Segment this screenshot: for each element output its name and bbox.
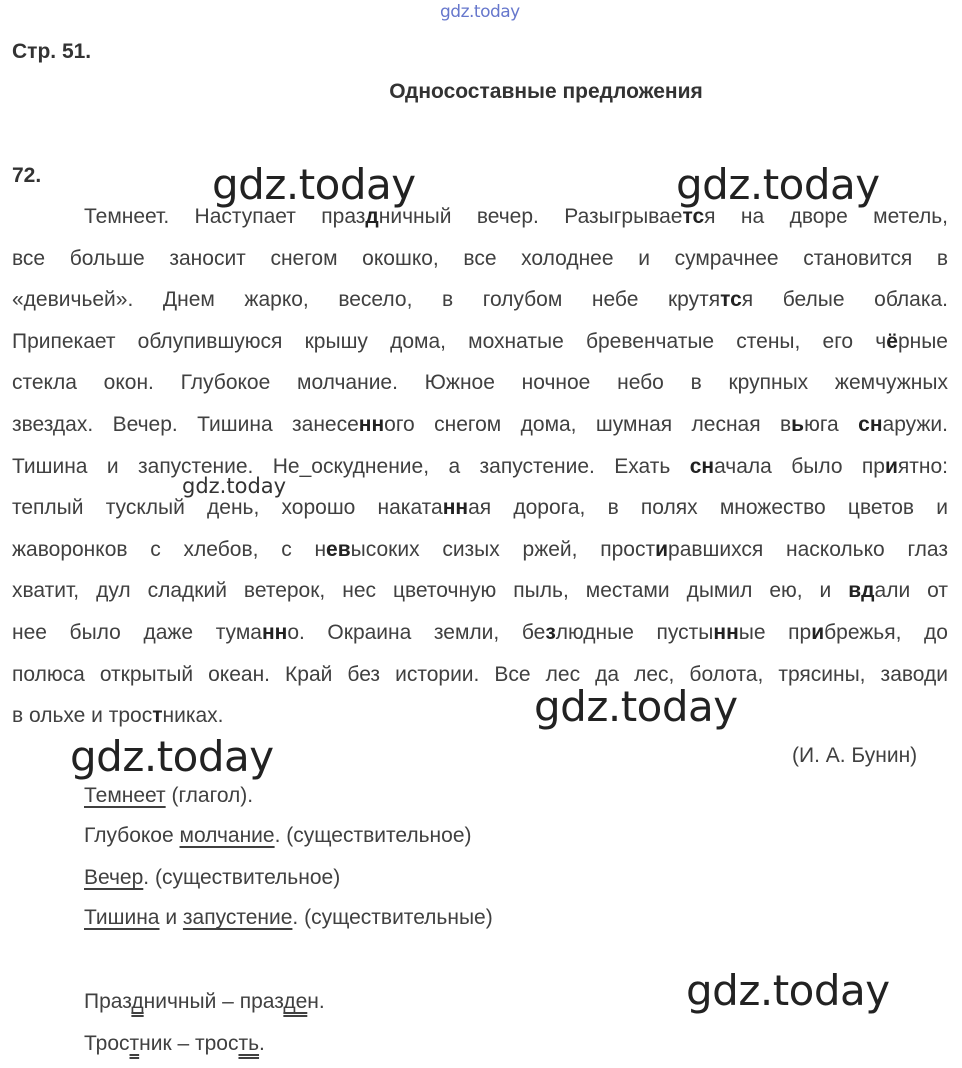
check-2-a: Трос bbox=[84, 1032, 130, 1055]
text-segment: ничный вечер. Разыгрывае bbox=[378, 205, 683, 228]
text-segment: полюса открытый океан. Край без истории. Все лес да лес, болота, трясины, заводи bbox=[12, 662, 948, 686]
watermark: gdz.today bbox=[212, 160, 416, 209]
highlighted-letters: и bbox=[884, 454, 898, 478]
text-segment: рные bbox=[897, 329, 948, 353]
highlighted-letters: з bbox=[545, 620, 556, 644]
text-line bbox=[12, 404, 948, 446]
highlighted-letters: т bbox=[152, 704, 163, 728]
highlighted-letters: сн bbox=[689, 454, 715, 478]
answer-line-4 bbox=[84, 906, 493, 930]
check-2-e: . bbox=[259, 1032, 265, 1055]
answer-4-word-1: Тишина bbox=[84, 906, 160, 929]
highlighted-letters: нн bbox=[261, 620, 288, 644]
check-1-e: н. bbox=[307, 990, 325, 1013]
text-segment: Темнеет. Наступает праз bbox=[84, 205, 366, 228]
text-segment: Тишина и запустение. Не_оскуднение, а запустение. Ехать bbox=[12, 454, 690, 478]
watermark: gdz.today bbox=[534, 682, 738, 731]
watermark-small: gdz.today bbox=[182, 474, 287, 498]
text-segment: звездах. Вечер. Тишина занесе bbox=[12, 412, 359, 436]
page-label: Стр. 51. bbox=[12, 40, 92, 63]
text-segment: я белые облака. bbox=[741, 288, 948, 312]
text-segment: я, до bbox=[884, 620, 948, 644]
check-2-letter: т bbox=[129, 1032, 140, 1055]
text-line bbox=[12, 238, 948, 280]
answer-1-note: (глагол). bbox=[165, 784, 254, 807]
text-line bbox=[12, 321, 948, 363]
highlighted-letters: нн bbox=[358, 412, 385, 436]
text-segment: все больше заносит снегом окошко, все холоднее и сумрачнее становится в bbox=[12, 246, 948, 270]
check-1-c: ничный – праз bbox=[143, 990, 284, 1013]
text-segment: о. Окраина земли, бе bbox=[287, 620, 546, 644]
text-segment: я на дворе метель, bbox=[704, 205, 948, 228]
answer-line-1 bbox=[84, 784, 253, 808]
answer-2-word: молчание bbox=[179, 824, 275, 847]
text-segment: ачала было пр bbox=[714, 454, 885, 478]
highlighted-letters: и bbox=[655, 537, 669, 561]
text-segment: никах. bbox=[162, 704, 224, 728]
text-segment: брежь bbox=[824, 620, 885, 644]
watermark: gdz.today bbox=[686, 966, 890, 1015]
text-segment: нее было даже тума bbox=[12, 620, 262, 644]
text-segment: равшихся насколько глаз bbox=[668, 537, 949, 561]
text-line bbox=[12, 612, 948, 654]
answer-line-3 bbox=[84, 866, 340, 890]
text-segment: стекла окон. Глубокое молчание. Южное ночное небо в крупных жемчужных bbox=[12, 371, 948, 395]
author-attribution: (И. А. Бунин) bbox=[792, 744, 918, 767]
highlighted-letters: ё bbox=[886, 329, 898, 353]
highlighted-letters: вд bbox=[848, 579, 875, 603]
highlighted-letters: сн bbox=[858, 412, 883, 436]
text-line bbox=[12, 487, 948, 529]
text-segment: людные пусты bbox=[555, 620, 714, 644]
text-segment: ысоких сизых ржей, прост bbox=[350, 537, 656, 561]
text-segment: ятно: bbox=[897, 454, 949, 478]
watermark: gdz.today bbox=[70, 732, 274, 781]
check-2-c: ник – трос bbox=[139, 1032, 239, 1055]
text-line bbox=[12, 446, 948, 488]
highlighted-letters: тс bbox=[682, 205, 705, 228]
highlighted-letters: и bbox=[811, 620, 825, 644]
answer-4-mid: и bbox=[159, 906, 183, 929]
text-segment: ые пр bbox=[738, 620, 812, 644]
highlighted-letters: ев bbox=[326, 537, 351, 561]
text-segment: аружи. bbox=[882, 412, 948, 436]
text-segment: «девичьей». Днем жарко, весело, в голубом небе крутя bbox=[12, 288, 721, 312]
answer-3-note: . (существительное) bbox=[143, 866, 341, 889]
text-line bbox=[12, 279, 948, 321]
text-segment: Припекает облупившуюся крышу дома, мохнатые бревенчатые стены, его ч bbox=[12, 329, 887, 353]
answer-3-word: Вечер bbox=[84, 866, 144, 889]
text-line bbox=[12, 529, 948, 571]
text-segment: теплый тусклый день, хорошо наката bbox=[12, 496, 443, 520]
text-line bbox=[12, 362, 948, 404]
check-1-letters: де bbox=[283, 990, 308, 1013]
exercise-text bbox=[12, 196, 948, 737]
highlighted-letters: ь bbox=[791, 412, 805, 436]
exercise-number: 72. bbox=[12, 164, 42, 187]
answer-line-2 bbox=[84, 824, 472, 848]
check-line-2 bbox=[84, 1032, 265, 1056]
text-segment: али от bbox=[874, 579, 948, 603]
text-line bbox=[12, 654, 948, 696]
watermark: gdz.today bbox=[676, 160, 880, 209]
text-segment: жаворонков с хлебов, с н bbox=[12, 537, 327, 561]
check-1-a: Праз bbox=[84, 990, 132, 1013]
answer-2-pre: Глубокое bbox=[84, 824, 180, 847]
highlighted-letters: нн bbox=[442, 496, 469, 520]
text-segment: ая дорога, в полях множество цветов и bbox=[468, 496, 949, 520]
text-line bbox=[12, 570, 948, 612]
text-line bbox=[12, 695, 948, 737]
answer-4-note: . (существительные) bbox=[292, 906, 493, 929]
check-line-1 bbox=[84, 990, 325, 1014]
highlighted-letters: д bbox=[365, 205, 379, 228]
text-segment: хватит, дул сладкий ветерок, нес цветочную пыль, местами дымил ею, и bbox=[12, 579, 849, 603]
highlighted-letters: нн bbox=[713, 620, 739, 644]
highlighted-letters: тс bbox=[720, 288, 742, 312]
section-title: Односоставные предложения bbox=[389, 80, 703, 103]
text-segment: юга bbox=[804, 412, 859, 436]
answer-4-word-2: запустение bbox=[182, 906, 293, 929]
check-1-letter: д bbox=[131, 990, 144, 1013]
text-segment: ого снегом дома, шумная лесная в bbox=[384, 412, 792, 436]
answer-1-word: Темнеет bbox=[84, 784, 166, 807]
watermark-top: gdz.today bbox=[440, 2, 520, 22]
answer-2-note: . (существительное) bbox=[274, 824, 472, 847]
text-segment: в ольхе и трос bbox=[12, 704, 153, 728]
check-2-letters: ть bbox=[238, 1032, 260, 1055]
